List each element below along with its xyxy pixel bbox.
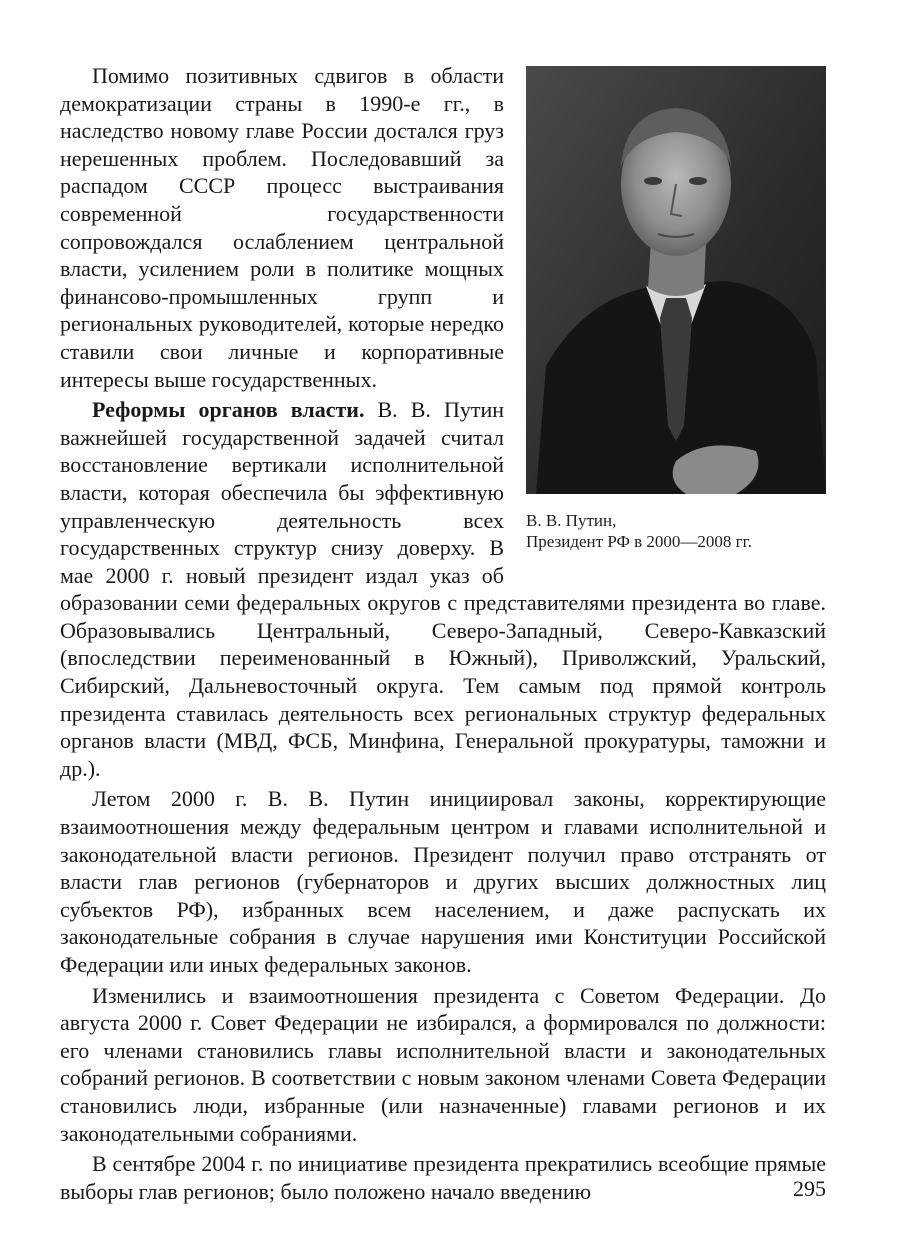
paragraph-2: Реформы органов власти. В. В. Путин важнейшей государственной задачей считал восстановление вертикали исполнительной власти, которая обеспечила бы эффективную управленческую деятельность всех государственных структур снизу доверху. В мае 2000 г. новый президент издал указ об образовании семи федеральных округов с представителями президента во главе. Образовывались Центральный, Северо-Западный, Северо-Кавказский (впоследствии переименованный в Южный), Приволжский, Уральский, Сибирский, Дальневосточный округа. Тем самым под прямой контроль президента ставилась деятельность всех региональных структур федеральных органов власти (МВД, ФСБ, Минфина, Генеральной прокуратуры, таможни и др.). <box>60 397 826 781</box>
paragraph-5: В сентябре 2004 г. по инициативе президента прекратились всеобщие прямые выборы глав регионов; было положено начало введению <box>60 1151 826 1204</box>
photo-caption <box>526 510 826 552</box>
section-heading: Реформы органов власти. <box>92 397 365 423</box>
paragraph-1: Помимо позитивных сдвигов в области демократизации страны в 1990-е гг., в наследство новому главе России достался груз нерешенных проблем. Последовавший за распадом СССР процесс выстраивания современной государственности сопровождался ослаблением центральной власти, усилением роли в политике мощных финансово-промышленных групп и региональных руководителей, которые нередко ставили свои личные и корпоративные интересы выше государственных. <box>60 63 504 392</box>
paragraph-4: Изменились и взаимоотношения президента с Советом Федерации. До августа 2000 г. Совет Федерации не избирался, а формировался по должности: его членами становились главы исполнительной власти и законодательных собраний регионов. В соответствии с новым законом членами Совета Федерации становились люди, избранные (или назначенные) главами регионов и их законодательными собраниями. <box>60 982 826 1146</box>
photo-figure <box>526 66 826 552</box>
page-number: 295 <box>793 1176 826 1201</box>
book-page <box>60 62 826 1202</box>
paragraph-3: Летом 2000 г. В. В. Путин инициировал законы, корректирующие взаимоотношения между федеральным центром и главами исполнительной и законодательной власти регионов. Президент получил право отстранять от власти глав регионов (губернаторов и других высших должностных лиц субъектов РФ), избранных всем населением, и даже распускать их законодательные собрания в случае нарушения ими Конституции Российской Федерации или иных федеральных законов. <box>60 786 826 977</box>
portrait-photo <box>526 66 826 494</box>
caption-line-title: Президент РФ в 2000—2008 гг. <box>526 532 752 551</box>
caption-line-name: В. В. Путин, <box>526 511 617 530</box>
